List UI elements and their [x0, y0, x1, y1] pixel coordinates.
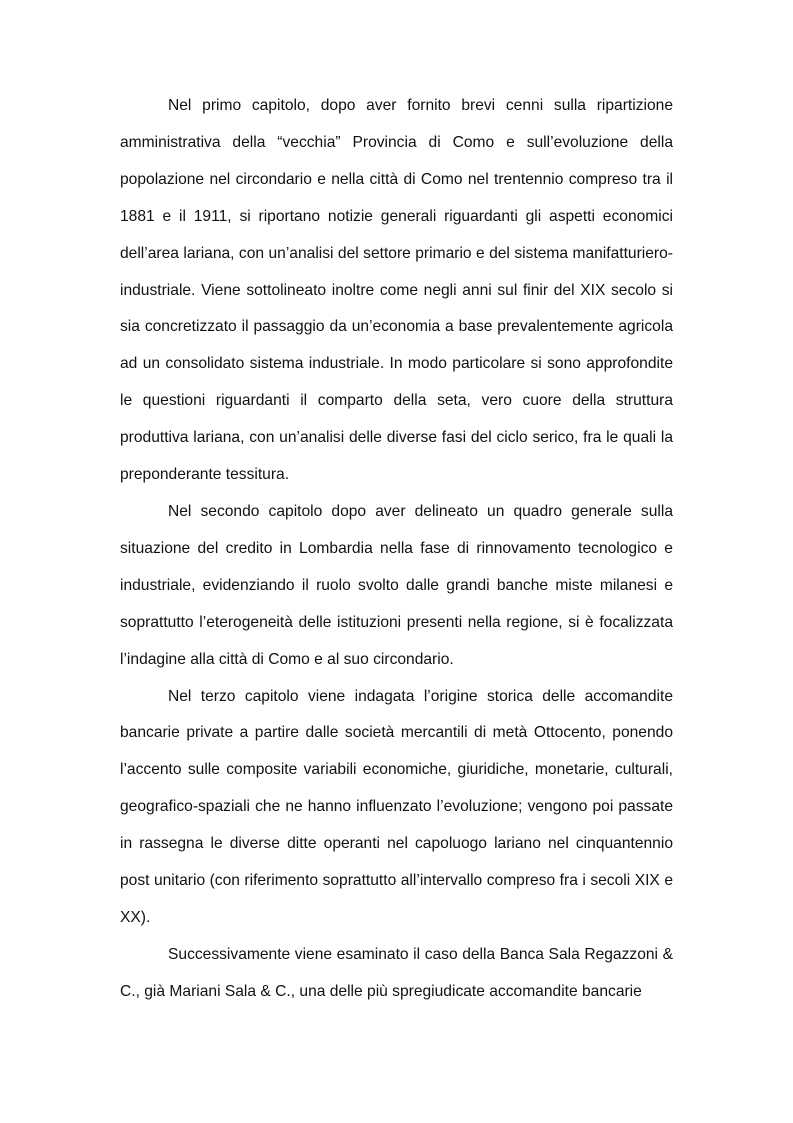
- document-page: [120, 88, 673, 1011]
- paragraph-chapter-two: Nel secondo capitolo dopo aver delineato un quadro generale sulla situazione del credito in Lombardia nella fase di rinnovamento tecnologico e industriale, evidenziando il ruolo svolto dalle grandi banche miste milanesi e soprattutto l’eterogeneità delle istituzioni presenti nella regione, si è focalizzata l’indagine alla città di Como e al suo circondario.: [120, 502, 673, 668]
- paragraph-chapter-one: Nel primo capitolo, dopo aver fornito brevi cenni sulla ripartizione amministrativa della “vecchia” Provincia di Como e sull’evoluzione della popolazione nel circondario e nella città di Como nel trentennio compreso tra il 1881 e il 1911, si riportano notizie generali riguardanti gli aspetti economici dell’area lariana, con un’analisi del settore primario e del sistema manifatturiero-industriale. Viene sottolineato inoltre come negli anni sul finir del XIX secolo si sia concretizzato il passaggio da un’economia a base prevalentemente agricola ad un consolidato sistema industriale. In modo particolare si sono approfondite le questioni riguardanti il comparto della seta, vero cuore della struttura produttiva lariana, con un’analisi delle diverse fasi del ciclo serico, fra le quali la preponderante tessitura.: [120, 97, 673, 484]
- paragraph-chapter-three: Nel terzo capitolo viene indagata l’origine storica delle accomandite bancarie private a partire dalle società mercantili di metà Ottocento, ponendo l’accento sulle composite variabili economiche, giuridiche, monetarie, culturali, geografico-spaziali che ne hanno influenzato l’evoluzione; vengono poi passate in rassegna le diverse ditte operanti nel capoluogo lariano nel cinquantennio post unitario (con riferimento soprattutto all’intervallo compreso fra i secoli XIX e XX).: [120, 687, 673, 926]
- paragraph-banca-sala: Successivamente viene esaminato il caso della Banca Sala Regazzoni & C., già Mariani Sala & C., una delle più spregiudicate accomandite bancarie: [120, 945, 673, 1000]
